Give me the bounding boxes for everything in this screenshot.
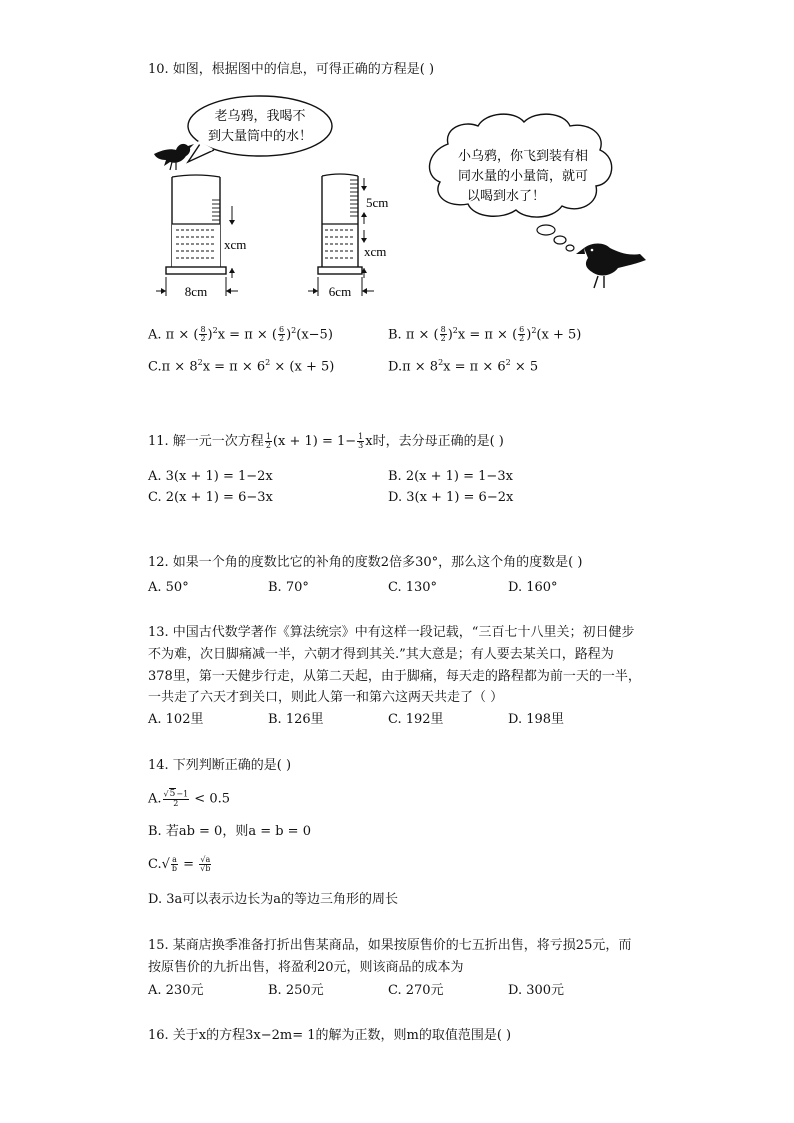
bubble-left-line1: 老乌鸦，我喝不 (214, 109, 306, 124)
q13-line2: 不为难，次日脚痛减一半，六朝才得到其关.”其大意是；有人要去某关口，路程为 (148, 647, 614, 662)
speech-bubble-left (188, 96, 332, 162)
q15-option-d: D. 300元 (508, 983, 565, 998)
q10-option-b: B. π × ( $\frac{8}{2}$ )$^2$x = π × ( $\frac{6}{2}$ )$^2$(x + 5) (388, 325, 582, 344)
q14-option-b: B. 若ab = 0，则a = b = 0 (148, 824, 311, 839)
q12-stem: 12. 如果一个角的度数比它的补角的度数2倍多30°，那么这个角的度数是( ) (148, 555, 583, 570)
q13-option-d: D. 198里 (508, 712, 565, 727)
q11-stem: 11. 解一元一次方程 $\frac{1}{2}$ (x + 1) = 1− $\frac{1}{3}$ x时，去分母正确的是( ) (148, 432, 504, 450)
q10-option-a: A. π × ( $\frac{8}{2}$ )$^2$x = π × ( $\frac{6}{2}$ )$^2$(x−5) (148, 325, 333, 344)
q13-option-c: C. 192里 (388, 712, 444, 727)
q15-option-b: B. 250元 (268, 983, 324, 998)
bubble-right-line3: 以喝到水了！ (466, 189, 546, 204)
q13-option-b: B. 126里 (268, 712, 324, 727)
bubble-left-line2: 到大量筒中的水！ (207, 129, 313, 144)
q10-option-d: $D.\pi \times 8^2x = \pi \times 6^2 \times 5$ (388, 358, 539, 375)
q10-figure (148, 92, 648, 302)
q15-option-c: C. 270元 (388, 983, 444, 998)
q11-option-a: A. 3(x + 1) = 1−2x (148, 469, 273, 484)
bubble-right-line1: 小乌鸦，你飞到装有相 (457, 149, 589, 164)
big-width-label: 8cm (184, 284, 208, 299)
q14-option-c: C.√ $\frac{a}{b}$ = $\frac{√a}{√b}$ (148, 855, 211, 873)
thought-bubble-right (430, 114, 612, 251)
q14-stem: 14. 下列判断正确的是( ) (148, 758, 292, 773)
q12-option-c: C. 130° (388, 580, 438, 595)
big-water-label: xcm (224, 237, 247, 252)
q13-line3: 378里，第一天健步行走，从第二天起，由于脚痛，每天走的路程都为前一天的一半， (148, 669, 641, 684)
q12-option-d: D. 160° (508, 580, 558, 595)
q13-option-a: A. 102里 (148, 712, 204, 727)
q16-stem: 16. 关于x的方程3x−2m= 1的解为正数，则m的取值范围是( ) (148, 1028, 512, 1043)
q13-line1: 13. 中国古代数学著作《算法统宗》中有这样一段记载，“三百七十八里关；初日健步 (148, 625, 635, 640)
q12-option-a: A. 50° (148, 580, 189, 595)
q15-option-a: A. 230元 (148, 983, 204, 998)
q13-line4: 一共走了六天才到关口，则此人第一和第六这两天共走了（ ） (148, 690, 504, 705)
small-crow-icon (154, 144, 194, 170)
small-water-label: xcm (364, 244, 387, 259)
big-crow-icon (576, 244, 646, 289)
q15-line2: 按原售价的九折出售，将盈利20元，则该商品的成本为 (148, 960, 464, 975)
q14-option-d: D. 3a可以表示边长为a的等边三角形的周长 (148, 892, 398, 907)
small-width-label: 6cm (328, 284, 352, 299)
q11-option-c: C. 2(x + 1) = 6−3x (148, 490, 273, 505)
q10-option-c: $C.\pi \times 8^2x = \pi \times 6^2 \times (x + 5)$ (148, 358, 335, 375)
q14-option-a: A. $\frac{√5-1}{2}$ < 0.5 (148, 789, 231, 808)
bubble-right-line2: 同水量的小量筒，就可 (457, 169, 589, 184)
q15-line1: 15. 某商店换季准备打折出售某商品，如果按原售价的七五折出售，将亏损25元，而 (148, 938, 632, 953)
small-top-label: 5cm (366, 195, 389, 210)
q11-option-b: B. 2(x + 1) = 1−3x (388, 469, 513, 484)
big-cylinder (156, 175, 246, 299)
small-cylinder (308, 174, 388, 299)
q12-option-b: B. 70° (268, 580, 309, 595)
q10-stem: 10. 如图，根据图中的信息，可得正确的方程是( ) (148, 62, 435, 77)
q11-option-d: D. 3(x + 1) = 6−2x (388, 490, 514, 505)
